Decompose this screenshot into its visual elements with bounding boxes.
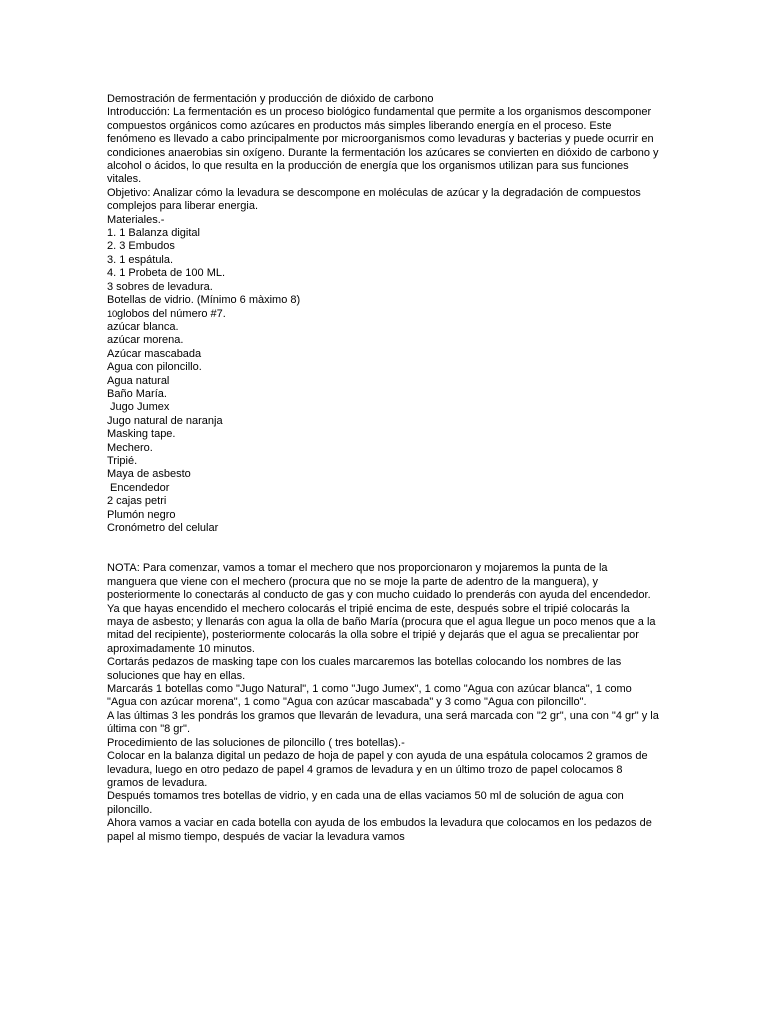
procedure-paragraph: Marcarás 1 botellas como "Jugo Natural", 1 como "Jugo Jumex", 1 como "Agua con azúcar blanca", 1 como "Agua con azúcar morena", 1 como "Agua con azúcar mascabada" y 3 como "Agua con piloncillo". <box>107 683 635 709</box>
materials-list <box>107 227 659 535</box>
procedure-heading: Procedimiento de las soluciones de piloncillo ( tres botellas).- <box>107 736 405 749</box>
list-item: 2 cajas petri <box>107 495 167 508</box>
list-item: 4. 1 Probeta de 100 ML. <box>107 267 226 280</box>
introduction-paragraph: Introducción: La fermentación es un proceso biológico fundamental que permite a los organismos descomponer compuestos orgánicos como azúcares en productos más simples liberando energía en el proceso. Este fenómeno es llevado a cabo principalmente por microorganismos como levaduras y bacterias y puede ocurrir en condiciones anaerobias sin oxígeno. Durante la fermentación los azúcares se convierten en dióxido de carbono y alcohol o ácidos, lo que resulta en la producción de energía que los organismos utilizan para sus funciones vitales. <box>107 106 662 186</box>
list-item: Botellas de vidrio. (Mínimo 6 màximo 8) <box>107 294 301 307</box>
list-item: Azúcar mascabada <box>107 347 202 360</box>
list-item: 1. 1 Balanza digital <box>107 227 200 240</box>
list-item: Maya de asbesto <box>107 468 191 481</box>
procedure-paragraph: Colocar en la balanza digital un pedazo de hoja de papel y con ayuda de una espátula colocamos 2 gramos de levadura, luego en otro pedazo de papel 4 gramos de levadura y en un último trozo de papel colocamos 8 gramos de levadura. <box>107 750 651 789</box>
list-item: Jugo natural de naranja <box>107 414 223 427</box>
list-item: 3. 1 espátula. <box>107 253 174 266</box>
list-item: Encendedor <box>107 481 170 494</box>
list-item: 2. 3 Embudos <box>107 240 175 253</box>
globos-text: globos del número #7. <box>116 307 226 320</box>
materials-heading: Materiales.- <box>107 213 165 226</box>
procedure-paragraph: Ya que hayas encendido el mechero colocarás el tripié encima de este, después sobre el tripié colocarás la maya de asbesto; y llenarás con agua la olla de baño María (procura que el agua llegue un poco menos que a la mitad del recipiente), posteriormente colocarás la olla sobre el tripié y dejarás que el agua se precalientar por aproximadamente 10 minutos. <box>107 602 659 655</box>
procedure-paragraph: A las últimas 3 les pondrás los gramos que llevarán de levadura, una será marcada con "2 gr", una con "4 gr" y la última con "8 gr". <box>107 709 662 736</box>
procedure-paragraph: Cortarás pedazos de masking tape con los cuales marcaremos las botellas colocando los nombres de las soluciones que hay en ellas. <box>107 656 625 682</box>
list-item: Tripié. <box>107 454 138 467</box>
list-item: Masking tape. <box>107 428 176 441</box>
document-page <box>107 93 662 844</box>
list-item: Baño María. <box>107 387 167 400</box>
list-item: Agua natural <box>107 374 170 387</box>
note-paragraph: NOTA: Para comenzar, vamos a tomar el mechero que nos proporcionaron y mojaremos la punta de la manguera que viene con el mechero (procura que no se moje la parte de adentro de la manguera), y posteriormente lo conectarás al conducto de gas y con mucho cuidado lo prenderás con ayuda del encendedor. <box>107 562 651 602</box>
list-item <box>107 308 659 321</box>
list-item: 3 sobres de levadura. <box>107 280 213 293</box>
globos-number: 10 <box>107 308 117 320</box>
list-item: Jugo Jumex <box>107 401 170 414</box>
list-item: azúcar blanca. <box>107 320 179 333</box>
document-title: Demostración de fermentación y producción de dióxido de carbono <box>107 93 434 105</box>
list-item: Cronómetro del celular <box>107 522 219 534</box>
procedure-paragraph: Después tomamos tres botellas de vidrio, y en cada una de ellas vaciamos 50 ml de solución de agua con piloncillo. <box>107 790 627 816</box>
list-item: Mechero. <box>107 441 153 454</box>
blank-space <box>107 535 659 562</box>
list-item: Plumón negro <box>107 508 176 521</box>
objective-paragraph: Objetivo: Analizar cómo la levadura se descompone en moléculas de azúcar y la degradación de compuestos complejos para liberar energia. <box>107 186 644 213</box>
procedure-section <box>107 562 662 844</box>
procedure-paragraph: Ahora vamos a vaciar en cada botella con ayuda de los embudos la levadura que colocamos en los pedazos de papel al mismo tiempo, después de vaciar la levadura vamos <box>107 817 655 843</box>
list-item: azúcar morena. <box>107 334 184 347</box>
list-item: Agua con piloncillo. <box>107 361 202 374</box>
